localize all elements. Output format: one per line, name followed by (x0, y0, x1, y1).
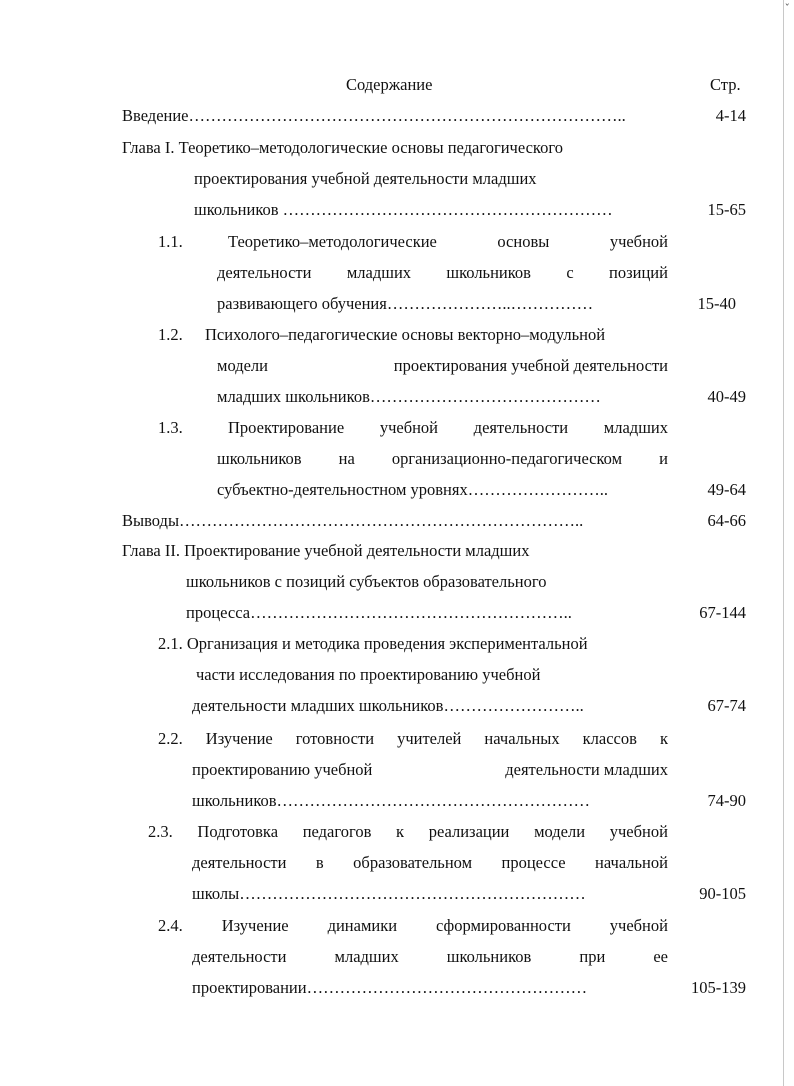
toc-s22-line1[interactable] (158, 729, 668, 749)
toc-ch1-line2: проектирования учебной деятельности младших (194, 169, 537, 188)
word: учебной (609, 822, 668, 841)
word: Изучение (205, 729, 273, 748)
page-title: Содержание (346, 75, 433, 94)
toc-s12-line1[interactable]: Психолого–педагогические основы векторно–модульной (205, 325, 606, 344)
word: классов (582, 729, 637, 748)
word: при (579, 947, 606, 966)
toc-s23-line1[interactable] (148, 822, 668, 842)
word: проектирования учебной деятельности (393, 356, 668, 375)
word: образовательном (353, 853, 473, 872)
word: деятельности (473, 418, 569, 437)
toc-s23-line3: школы……………………………………………………… (192, 884, 586, 903)
word: деятельности младших (505, 760, 668, 779)
toc-s13-line2 (217, 449, 668, 469)
toc-s13-line1[interactable] (228, 418, 668, 438)
toc-s23-line2 (192, 853, 668, 873)
toc-s24-line3: проектировании…………………………………………… (192, 978, 588, 997)
word: готовности (295, 729, 375, 748)
word: деятельности (217, 263, 312, 282)
word: ее (653, 947, 668, 966)
toc-ch1-line1[interactable]: Глава I. Теоретико–методологические основы педагогического (122, 138, 563, 157)
toc-s24-line2 (192, 947, 668, 967)
toc-intro[interactable]: Введение…………………………………………………………………….. (122, 106, 626, 125)
word: деятельности (192, 853, 287, 872)
word: основы (497, 232, 550, 251)
word: младших (334, 947, 399, 966)
toc-s13-line3: субъектно-деятельностном уровнях…………………….. (217, 480, 608, 499)
word: деятельности (192, 947, 287, 966)
word: проектированию учебной (192, 760, 373, 779)
toc-s12-line2 (217, 356, 668, 376)
toc-s12-line3: младших школьников…………………………………… (217, 387, 601, 406)
word: начальной (595, 853, 668, 872)
toc-s11-number: 1.1. (158, 232, 183, 251)
toc-ch1-page: 15-65 (707, 200, 746, 219)
toc-s21-page: 67-74 (707, 696, 746, 715)
word: модели (534, 822, 586, 841)
toc-s11-line2 (217, 263, 668, 283)
toc-s21-line3: деятельности младших школьников…………………….. (192, 696, 584, 715)
word: школьников (446, 947, 532, 966)
toc-s24-page: 105-139 (691, 978, 746, 997)
toc-ch1-line3: школьников …………………………………………………… (194, 200, 613, 219)
toc-s12-page: 40-49 (707, 387, 746, 406)
word: к (659, 729, 668, 748)
page-column-label: Стр. (710, 75, 741, 94)
word: начальных (484, 729, 560, 748)
word: 2.3. (148, 822, 173, 841)
word: учебной (609, 232, 668, 251)
word: Изучение (221, 916, 289, 935)
toc-s13-number: 1.3. (158, 418, 183, 437)
toc-s23-page: 90-105 (699, 884, 746, 903)
word: реализации (428, 822, 510, 841)
toc-ch2-line2: школьников с позиций субъектов образовательного (186, 572, 547, 591)
word: позиций (609, 263, 668, 282)
toc-intro-page: 4-14 (715, 106, 746, 125)
corner-mark: ˇ (784, 2, 790, 15)
word: учителей (397, 729, 462, 748)
word: Подготовка (197, 822, 279, 841)
word: школьников (446, 263, 531, 282)
word: с (566, 263, 574, 282)
toc-s11-page: 15-40 (697, 294, 736, 313)
word: учебной (609, 916, 668, 935)
toc-s13-page: 49-64 (707, 480, 746, 499)
toc-conclusions[interactable]: Выводы……………………………………………………………….. (122, 511, 584, 530)
toc-s22-line2 (192, 760, 668, 780)
toc-ch2-line1[interactable]: Глава II. Проектирование учебной деятельности младших (122, 541, 530, 560)
word: на (338, 449, 355, 468)
word: 2.4. (158, 916, 183, 935)
toc-s12-number: 1.2. (158, 325, 183, 344)
page-edge-mark (783, 0, 784, 1086)
word: организационно-педагогическом (391, 449, 623, 468)
toc-ch2-page: 67-144 (699, 603, 746, 622)
word: к (396, 822, 405, 841)
toc-s24-line1[interactable] (158, 916, 668, 936)
word: педагогов (302, 822, 372, 841)
word: Теоретико–методологические (228, 232, 437, 251)
word: Проектирование (228, 418, 345, 437)
toc-ch2-line3: процесса………………………………………………….. (186, 603, 572, 622)
toc-conclusions-page: 64-66 (707, 511, 746, 530)
word: школьников (217, 449, 302, 468)
word: сформированности (436, 916, 571, 935)
toc-s11-line1[interactable] (228, 232, 668, 252)
word: учебной (379, 418, 439, 437)
toc-s21-line1[interactable]: 2.1. Организация и методика проведения экспериментальной (158, 634, 588, 653)
word: и (659, 449, 668, 468)
word: динамики (327, 916, 398, 935)
word: младших (603, 418, 668, 437)
toc-s21-line2: части исследования по проектированию учебной (196, 665, 541, 684)
word: процессе (501, 853, 566, 872)
toc-s11-line3: развивающего обучения…………………..…………… (217, 294, 594, 313)
word: 2.2. (158, 729, 183, 748)
word: в (315, 853, 324, 872)
toc-s22-page: 74-90 (707, 791, 746, 810)
word: младших (346, 263, 412, 282)
word: модели (217, 356, 268, 375)
toc-s22-line3: школьников………………………………………………… (192, 791, 591, 810)
